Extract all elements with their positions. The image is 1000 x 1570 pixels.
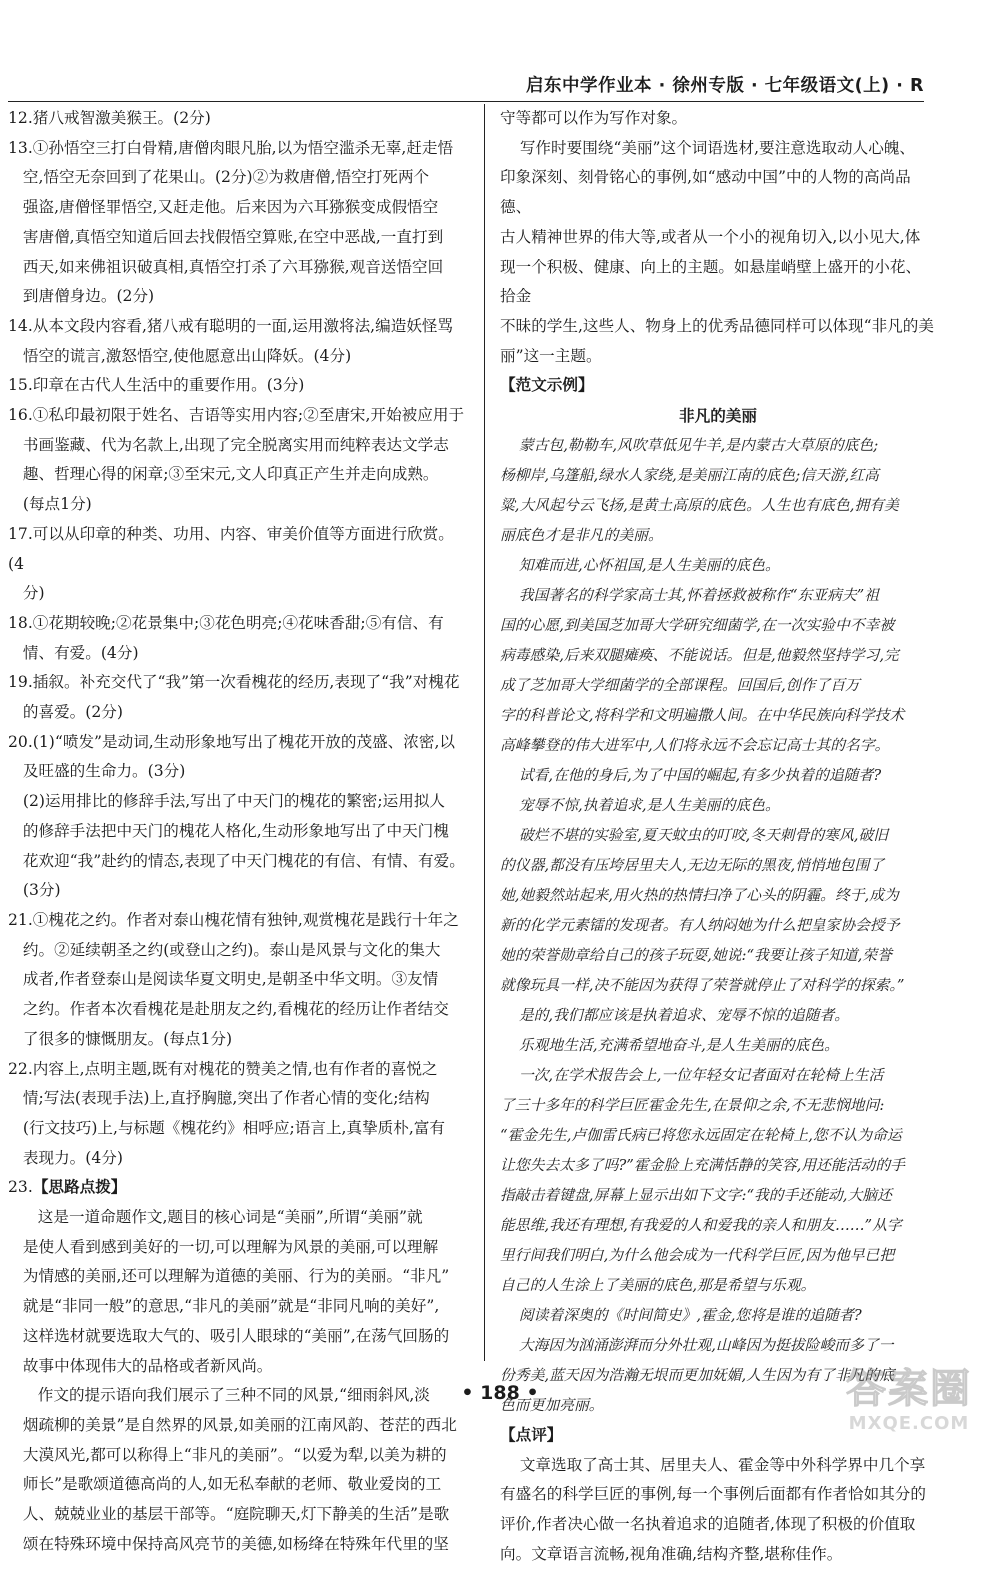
watermark-url: MXQE.COM — [848, 1413, 970, 1434]
watermark-logo-text: 答案圈 — [846, 1366, 972, 1412]
answer-23-heading — [8, 1173, 468, 1203]
comment-heading: 【点评】 — [500, 1426, 563, 1445]
column-divider — [484, 104, 485, 1361]
answer-23-number: 23. — [8, 1178, 33, 1197]
sample-essay-body: 蒙古包,勒勒车,风吹草低见牛羊,是内蒙古大草原的底色; 杨柳岸,乌篷船,绿水人家绕,是美丽江南的底色;信天游,红高 粱,大风起兮云飞扬,是黄土高原的底色。人生也有底色,拥有美 丽底色才是非凡的美丽。 知难而进,心怀祖国,是人生美丽的底色。 我国著名的科学家高士其,怀着拯救被称作“东亚病夫”祖 国的心愿,到美国芝加哥大学研究细菌学,在一次实验中不幸被 病毒感染,后来双腿瘫痪、不能说话。但是,他毅然坚持学习,完 成了芝加哥大学细菌学的全部课程。回国后,创作了百万 字的科普论文,将科学和文明遍撒人间。在中华民族向科学技术 高峰攀登的伟大进军中,人们将永远不会忘记高士其的名字。 试看,在他的身后,为了中国的崛起,有多少执着的追随者? 宠辱不惊,执着追求,是人生美丽的底色。 破烂不堪的实验室,夏天蚊虫的叮咬,冬天刺骨的寒风,破旧 的仪器,都没有压垮居里夫人,无边无际的黑夜,悄悄地包围了 她,她毅然站起来,用火热的热情扫净了心头的阴霾。终于,成为 新的化学元素镭的发现者。有人纳闷她为什么把皇家协会授予 她的荣誉勋章给自己的孩子玩耍,她说:“我要让孩子知道,荣誉 就像玩具一样,决不能因为获得了荣誉就停止了对科学的探索。” 是的,我们都应该是执着追求、宠辱不惊的追随者。 乐观地生活,充满希望地奋斗,是人生美丽的底色。 一次,在学术报告会上,一位年轻女记者面对在轮椅上生活 了三十多年的科学巨匠霍金先生,在景仰之余,不无悲悯地问: “霍金先生,卢伽雷氏病已将您永远固定在轮椅上,您不认为命运 让您失去太多了吗?”霍金脸上充满恬静的笑容,用还能活动的手 指敲击着键盘,屏幕上显示出如下文字:“我的手还能动,大脑还 能思维,我还有理想,有我爱的人和爱我的亲人和朋友……”从字 里行间我们明白,为什么他会成为一代科学巨匠,因为他早已把 自己的人生涂上了美丽的底色,那是希望与乐观。 阅读着深奥的《时间简史》,霍金,您将是谁的追随者? 大海因为汹涌澎湃而分外壮观,山峰因为挺拔险峻而多了一 份秀美,蓝天因为浩瀚无垠而更加妩媚,人生因为有了非凡的底 色而更加亮丽。 — [500, 437, 905, 1415]
comment-text: 文章选取了高士其、居里夫人、霍金等中外科学界中几个享 有盛名的科学巨匠的事例,每一个事例后面都有作者恰如其分的 评价,作者决心做一名执着追求的追随者,体现了积极的价值取 向。文章语言流畅,视角准确,结构齐整,堪称佳作。 — [500, 1455, 926, 1563]
page-number: • 188 • — [461, 1382, 539, 1404]
running-header: 启东中学作业本 · 徐州专版 · 七年级语文(上) · R — [8, 72, 924, 102]
thinking-tips-text: 这是一道命题作文,题目的核心词是“美丽”,所谓“美丽”就 是使人看到感到美好的一切,可以理解为风景的美丽,可以理解 为情感的美丽,还可以理解为道德的美丽、行为的美丽。“非凡” 就是“非同一般”的意思,“非凡的美丽”就是“非同凡响的美好”, 这样选材就要选取大气的、吸引人眼球的“美丽”,在荡气回肠的 故事中体现伟大的品格或者新风尚。 作文的提示语向我们展示了三种不同的风景,“细雨斜风,淡 烟疏柳的美景”是自然界的风景,如美丽的江南风韵、苍茫的西北 大漠风光,都可以称得上“非凡的美丽”。“以爱为犁,以美为耕的 师长”是歌颂道德高尚的人,如无私奉献的老师、敬业爱岗的工 人、兢兢业业的基层干部等。“庭院聊天,灯下静美的生活”是歌 颂在特殊环境中保持高风亮节的美德,如杨绛在特殊年代里的坚 — [22, 1208, 457, 1553]
left-column — [8, 104, 468, 1553]
sample-essay-title: 非凡的美丽 — [679, 407, 757, 426]
thinking-tips-heading: 【思路点拨】 — [32, 1178, 127, 1197]
writing-guidance-text: 守等都可以作为写作对象。 写作时要围绕“美丽”这个词语选材,要注意选取动人心魄、 印象深刻、刻骨铭心的事例,如“感动中国”中的人物的高尚品德、 古人精神世界的伟大等,或者从一个小的视角切入,以小见大,体 现一个积极、健康、向上的主题。如悬崖峭壁上盛开的小花、拾金 不昧的学生,这些人、物身上的优秀品德同样可以体现“非凡的美 丽”这一主题。 — [500, 109, 934, 365]
sample-essay-heading: 【范文示例】 — [500, 376, 594, 395]
site-watermark — [834, 1365, 984, 1449]
answers-12-22: 12.猪八戒智激美猴王。(2分) 13.①孙悟空三打白骨精,唐僧肉眼凡胎,以为悟空滥杀无辜,赶走悟 空,悟空无奈回到了花果山。(2分)②为救唐僧,悟空打死两个 强盗,唐僧怪罪悟空,又赶走他。后来因为六耳猕猴变成假悟空 害唐僧,真悟空知道后回去找假悟空算账,在空中恶战,一直打到 西天,如来佛祖识破真相,真悟空打杀了六耳猕猴,观音送悟空回 到唐僧身边。(2分) 14.从本文段内容看,猪八戒有聪明的一面,运用激将法,编造妖怪骂 悟空的谎言,激怒悟空,使他愿意出山降妖。(4分) 15.印章在古代人生活中的重要作用。(3分) 16.①私印最初限于姓名、吉语等实用内容;②至唐宋,开始被应用于 书画鉴藏、代为名款上,出现了完全脱离实用而纯粹表达文学志 趣、哲理心得的闲章;③至宋元,文人印真正产生并走向成熟。 (每点1分) 17.可以从印章的种类、功用、内容、审美价值等方面进行欣赏。(4 分) 18.①花期较晚;②花景集中;③花色明亮;④花味香甜;⑤有信、有 情、有爱。(4分) 19.插叙。补充交代了“我”第一次看槐花的经历,表现了“我”对槐花 的喜爱。(2分) 20.(1)“喷发”是动词,生动形象地写出了槐花开放的茂盛、浓密,以 及旺盛的生命力。(3分) (2)运用排比的修辞手法,写出了中天门的槐花的繁密;运用拟人 的修辞手法把中天门的槐花人格化,生动形象地写出了中天门槐 花欢迎“我”赴约的情态,表现了中天门槐花的有信、有情、有爱。 (3分) 21.①槐花之约。作者对泰山槐花情有独钟,观赏槐花是践行十年之 约。②延续朝圣之约(或登山之约)。泰山是风景与文化的集大 成者,作者登泰山是阅读华夏文明史,是朝圣中华文明。③友情 之约。作者本次看槐花是赴朋友之约,看槐花的经历让作者结交 了很多的慷慨朋友。(每点1分) 22.内容上,点明主题,既有对槐花的赞美之情,也有作者的喜悦之 情;写法(表现手法)上,直抒胸臆,突出了作者心情的变化;结构 (行文技巧)上,与标题《槐花约》相呼应;语言上,真挚质朴,富有 表现力。(4分) — [8, 109, 465, 1167]
